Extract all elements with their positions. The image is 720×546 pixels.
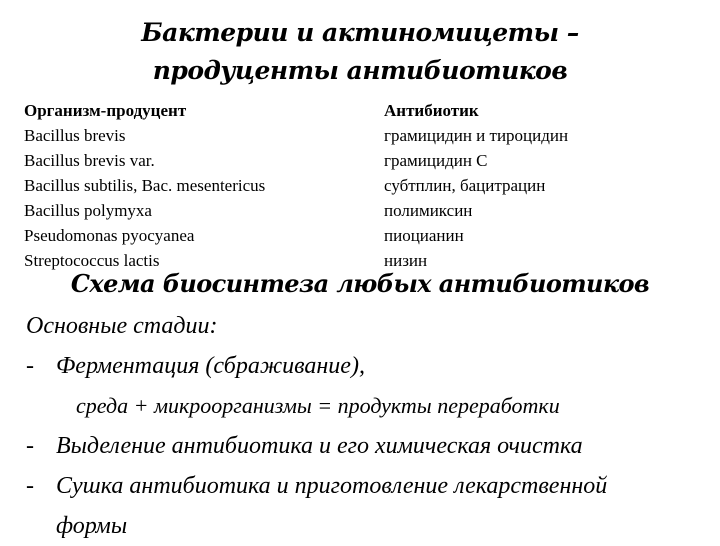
producer-cell: Pseudomonas pyocyanea [24, 226, 195, 245]
dash-marker: - [26, 473, 34, 499]
page-title: Бактерии и актиномицеты – продуценты антибиотиков [141, 18, 579, 85]
stages-text [26, 306, 706, 546]
stage-item [26, 466, 706, 506]
producer-cell: Bacillus brevis [24, 126, 126, 145]
stage-item [26, 346, 706, 386]
antibiotic-header: Антибиотик [384, 101, 479, 120]
producer-cell: Bacillus brevis var. [24, 151, 155, 170]
antibiotic-cell: пиоцианин [384, 226, 464, 245]
antibiotic-cell: низин [384, 251, 428, 270]
stages-intro: Основные стадии: [26, 313, 218, 339]
dash-marker: - [26, 433, 34, 459]
antibiotic-cell: грамицидин и тироцидин [384, 126, 569, 145]
stage-item [26, 426, 706, 466]
section-subtitle: Схема биосинтеза любых антибиотиков [70, 269, 650, 298]
antibiotic-cell: субтплин, бацитрацин [384, 176, 546, 195]
producer-cell: Bacillus polymyxa [24, 201, 152, 220]
stage-text: Выделение антибиотика и его химическая очистка [56, 433, 583, 459]
stage-text: Сушка антибиотика и приготовление лекарственной [56, 473, 608, 499]
dash-marker: - [26, 353, 34, 379]
formula-line: среда + микроорганизмы = продукты переработки [76, 393, 560, 418]
producer-cell: Streptococcus lactis [24, 251, 160, 270]
antibiotic-column [384, 98, 694, 273]
producer-header: Организм-продуцент [24, 101, 187, 120]
antibiotic-cell: полимиксин [384, 201, 473, 220]
antibiotic-cell: грамицидин С [384, 151, 488, 170]
stage-text: Ферментация (сбраживание), [56, 353, 365, 379]
producer-column [24, 98, 364, 273]
stage-text-continuation: формы [56, 513, 128, 539]
producer-cell: Bacillus subtilis, Bac. mesentericus [24, 176, 266, 195]
